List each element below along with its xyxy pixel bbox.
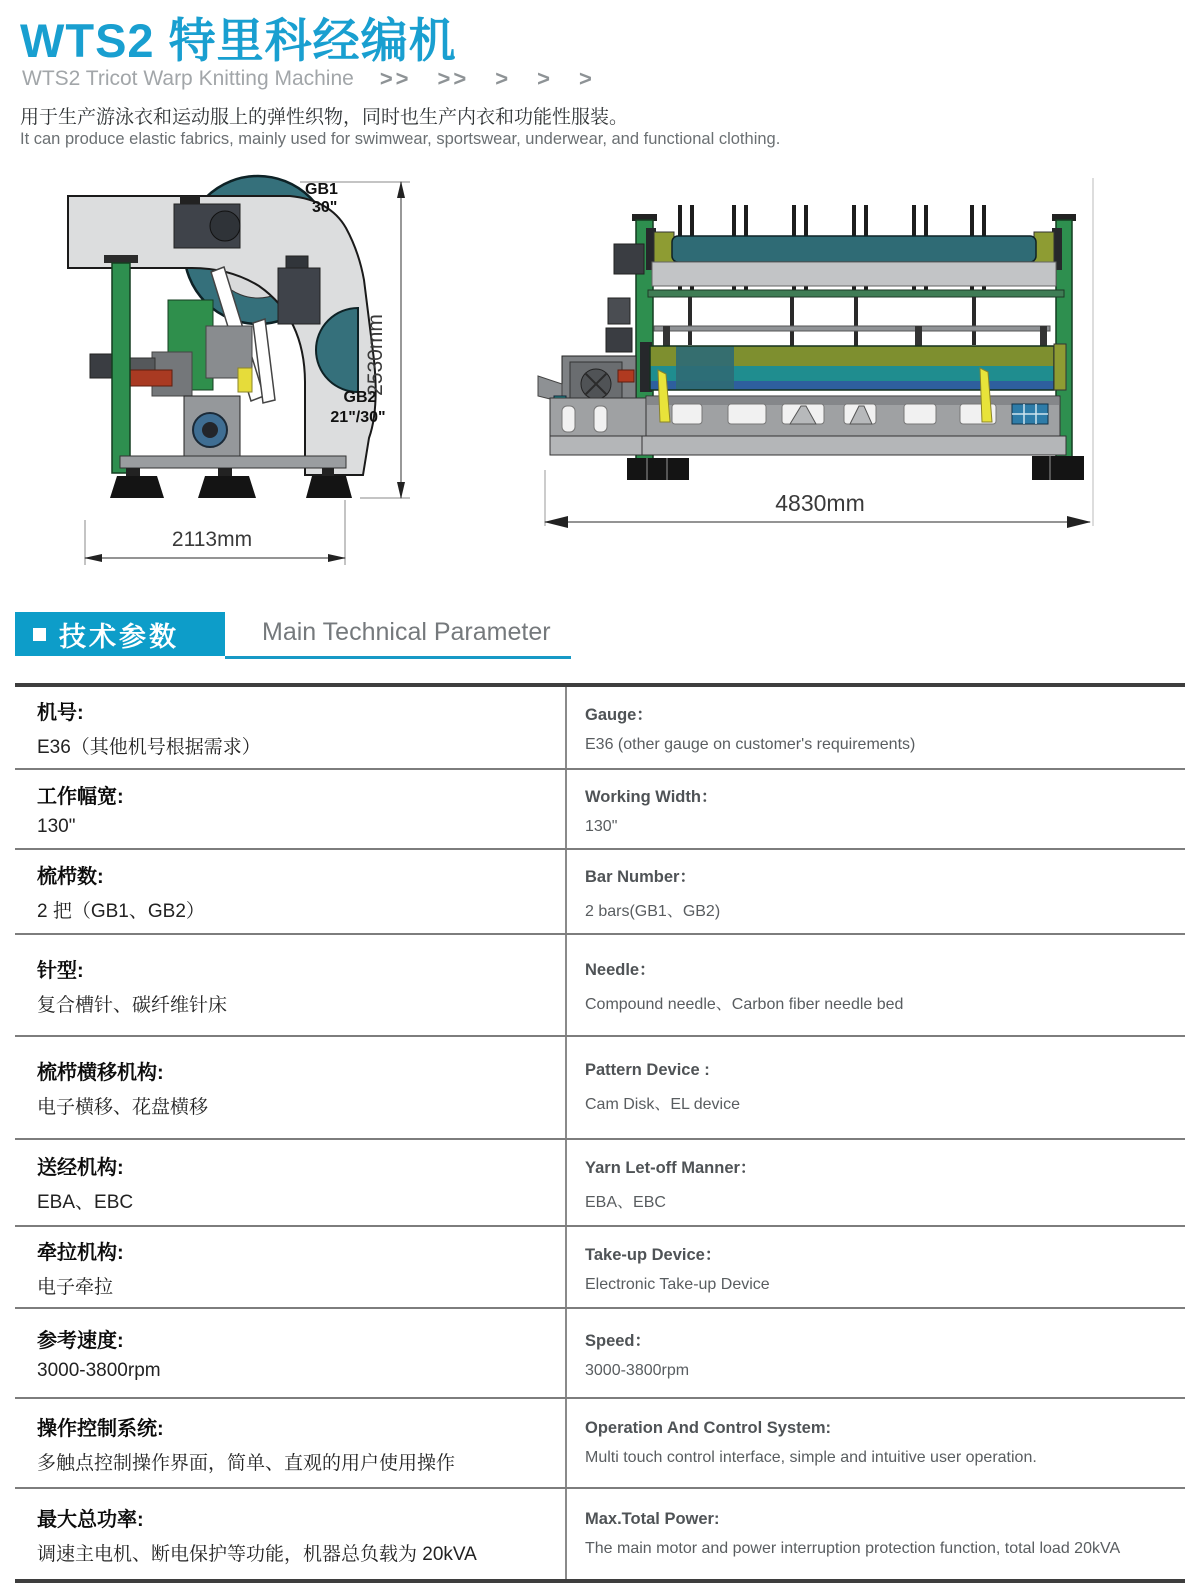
table-row [15,1399,1185,1489]
param-value-en: 2 bars(GB1、GB2) [585,902,721,920]
table-row [15,1309,1185,1399]
param-cell-cn [15,1140,565,1225]
table-row [15,770,1185,850]
red-component [126,370,172,386]
gb1-size-label: 30" [312,199,338,216]
page-subtitle: WTS2 Tricot Warp Knitting Machine [22,67,354,90]
param-cell-en [565,935,1185,1035]
chevron-decoration [380,66,595,92]
top-warp-beam [672,236,1036,262]
param-cell-en [565,1489,1185,1579]
side-view-diagram [60,168,480,570]
side-motor [278,268,320,324]
param-cell-cn [15,1227,565,1307]
machine-foot [1032,456,1084,480]
gb1-label: GB1 [305,181,338,198]
param-label-en: Bar Number： [585,867,696,886]
param-cell-cn [15,1489,565,1579]
param-value-en: Electronic Take-up Device [585,1275,770,1293]
param-cell-cn [15,1037,565,1138]
chevron-icon: >> [437,66,470,91]
param-cell-en [565,687,1185,768]
param-cell-cn [15,935,565,1035]
machine-foot [198,476,256,498]
machine-foot [627,458,689,480]
param-value-en: 130" [585,817,618,835]
param-label-cn: 梳栉横移机构: [37,1062,164,1084]
param-label-cn: 参考速度: [37,1330,124,1352]
gb2-size-label: 21"/30" [330,409,386,426]
param-label-en: Gauge： [585,706,653,724]
param-label-cn: 梳栉数: [37,866,104,888]
machine-foot [110,476,164,498]
param-label-cn: 送经机构: [37,1157,124,1179]
section-underline [225,656,571,659]
param-value-cn: 130" [37,816,76,837]
section-title-cn: 技术参数 [59,621,179,652]
param-cell-cn [15,850,565,933]
param-value-en: The main motor and power interruption protection function, total load 20kVA [585,1540,1121,1557]
param-cell-cn [15,687,565,768]
param-value-en: 3000-3800rpm [585,1361,690,1379]
param-value-en: EBA、EBC [585,1193,666,1211]
param-label-en: Needle： [585,961,656,979]
chevron-icon: >> [379,66,412,91]
param-cell-en [565,1309,1185,1397]
param-cell-en [565,1399,1185,1487]
param-value-cn: 调速主电机、断电保护等功能，机器总负载为 20kVA [37,1543,477,1565]
param-value-cn: 2 把（GB1、GB2） [37,901,205,922]
param-label-en: Max.Total Power: [585,1510,720,1528]
guide-rod [654,326,1050,331]
table-row [15,1037,1185,1140]
width-dimension-label: 2113mm [171,528,253,551]
param-cell-en [565,1037,1185,1138]
param-cell-cn [15,1309,565,1397]
param-value-cn: 电子横移、花盘横移 [37,1097,209,1118]
param-cell-en [565,1227,1185,1307]
chevron-icon: > [578,66,595,91]
table-row [15,935,1185,1037]
table-row [15,1489,1185,1579]
param-label-cn: 针型: [37,959,84,982]
description-cn: 用于生产游泳衣和运动服上的弹性织物，同时也生产内衣和功能性服装。 [20,107,629,128]
green-post [112,263,130,473]
parameter-table [15,683,1185,1583]
param-value-en: Multi touch control interface, simple and intuitive user operation. [585,1449,1037,1466]
yellow-component [238,368,252,392]
chevron-icon: > [537,66,553,91]
param-cell-en [565,850,1185,933]
chevron-icon: > [495,66,512,91]
section-title-en: Main Technical Parameter [262,618,551,646]
param-value-cn: 多触点控制操作界面，简单、直观的用户使用操作 [37,1452,456,1474]
param-label-cn: 工作幅宽: [37,786,124,808]
param-label-en: Pattern Device : [585,1061,710,1079]
table-row [15,687,1185,770]
table-row [15,1227,1185,1309]
param-value-cn: EBA、EBC [37,1192,134,1213]
width-dimension-label: 4830mm [775,490,865,516]
param-value-en: Cam Disk、EL device [585,1096,741,1113]
page-title: WTS2 特里科经编机 [20,14,457,67]
front-view-diagram [520,170,1100,530]
param-value-cn: E36（其他机号根据需求） [37,737,261,758]
param-cell-en [565,1140,1185,1225]
param-cell-cn [15,770,565,848]
table-row [15,1140,1185,1227]
param-label-cn: 机号: [37,702,84,724]
param-cell-en [565,770,1185,848]
param-label-en: Operation And Control System: [585,1419,831,1437]
param-label-cn: 牵拉机构: [37,1241,124,1264]
param-label-en: Working Width： [585,787,718,806]
param-value-en: Compound needle、Carbon fiber needle bed [585,996,904,1013]
square-bullet-icon [33,628,46,641]
table-row [15,850,1185,935]
param-value-cn: 3000-3800rpm [37,1360,161,1381]
beam-support [652,262,1056,286]
param-label-en: Take-up Device： [585,1245,722,1264]
machine-foot [306,476,352,498]
param-value-cn: 电子牵拉 [37,1276,114,1298]
gb2-label: GB2 [343,389,377,406]
subtitle-row [22,66,595,92]
section-header-box [15,612,225,656]
param-label-en: Yarn Let-off Manner： [585,1158,757,1177]
param-label-cn: 操作控制系统: [37,1417,164,1440]
param-label-cn: 最大总功率: [37,1508,144,1531]
param-value-cn: 复合槽针、碳纤维针床 [37,994,228,1016]
height-dimension-label: 2530mm [364,314,387,396]
param-cell-cn [15,1399,565,1487]
description-en: It can produce elastic fabrics, mainly used for swimwear, sportswear, underwear, and functional clothing. [20,130,781,148]
param-label-en: Speed： [585,1331,652,1350]
param-value-en: E36 (other gauge on customer's requirements) [585,736,916,753]
